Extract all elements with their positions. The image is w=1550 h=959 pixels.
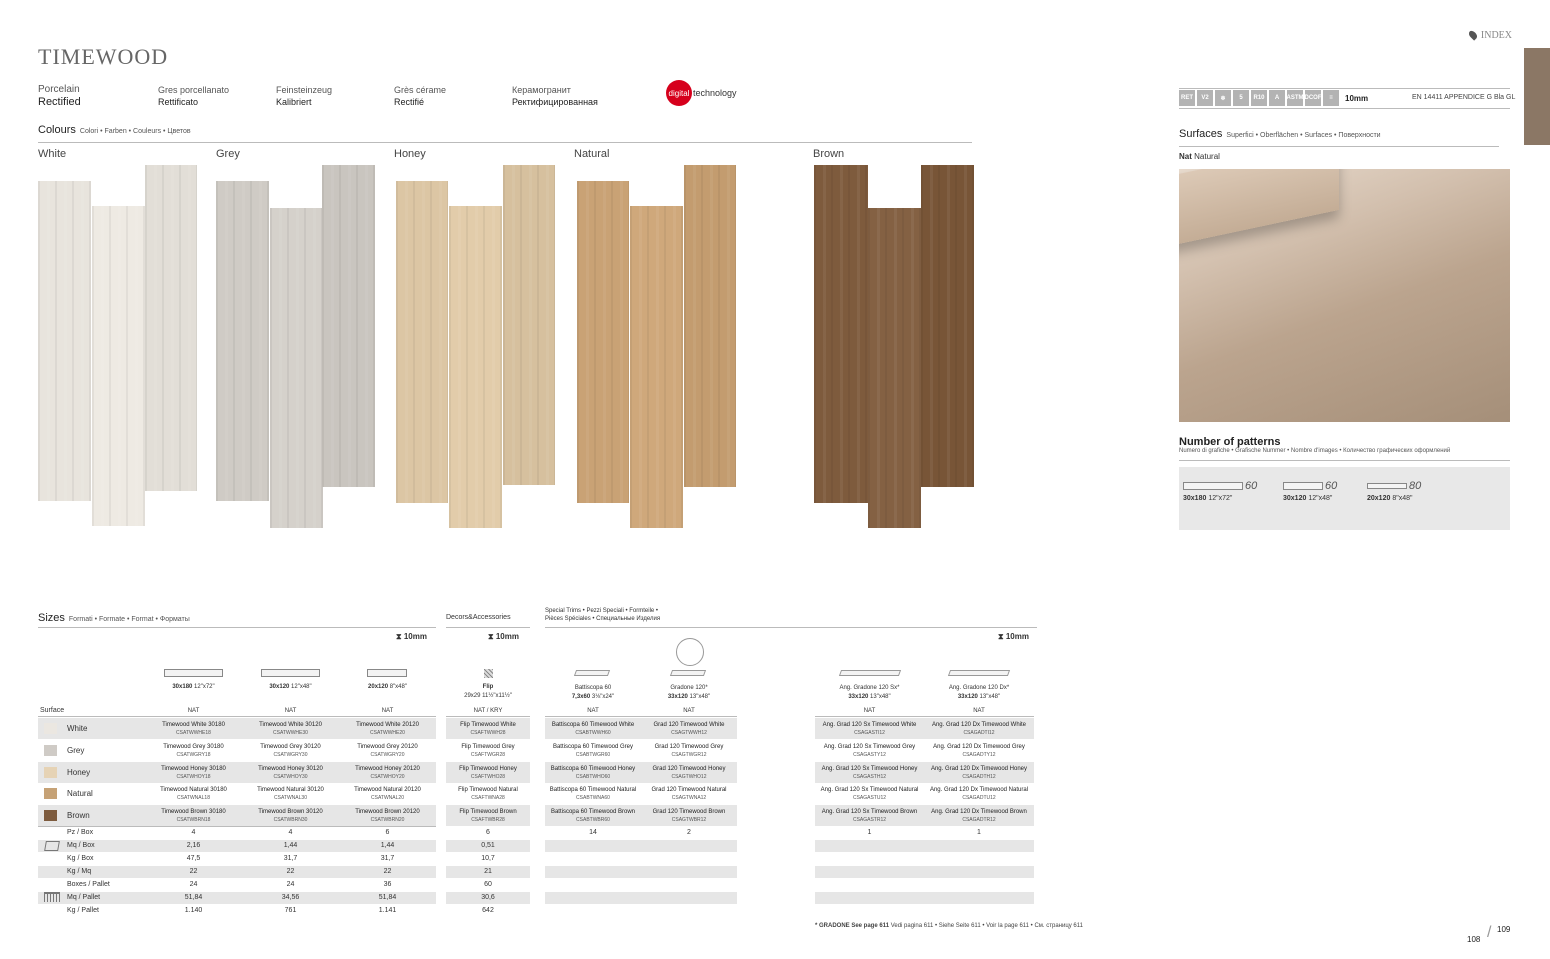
cert-icon-4: R10 — [1251, 90, 1267, 106]
cell-natural-1: Timewood Natural 30120 CSATWNAL30 — [257, 787, 324, 801]
divider — [38, 627, 436, 628]
surface-label: Surface — [40, 707, 65, 714]
divider — [38, 826, 436, 827]
pack-val-4-0: 24 — [189, 881, 198, 888]
cell-trim-3-natural: Ang. Grad 120 Dx Timewood Natural CSAGADTU12 — [929, 787, 1029, 801]
lang-de: Feinsteinzeug Kalibriert — [276, 85, 333, 107]
cell-natural-0: Timewood Natural 30180 CSATWNAL18 — [160, 787, 227, 801]
lang-ru: Керамогранит Ректифицированная — [512, 85, 598, 107]
trim-size-0: 7,3x60 3⅛"x24" — [571, 694, 615, 700]
pattern-20x120: 80 20x120 8"x48" — [1367, 480, 1422, 502]
cell-honey-1: Timewood Honey 30120 CSATWHOY30 — [258, 766, 323, 780]
footnote: * GRADONE See page 611 Vedi pagina 611 • Siehe Seite 611 • Voir la page 611 • См. страницу 611 — [815, 923, 1083, 929]
pack-val-2-0: 47,5 — [186, 855, 201, 862]
cell-trim-3-brown: Ang. Grad 120 Dx Timewood Brown CSAGADTR12 — [931, 809, 1027, 823]
tile-natural-2 — [630, 206, 683, 528]
format-icon-2 — [367, 669, 407, 677]
pack-val-5-0: 51,84 — [184, 894, 203, 901]
cell-trim-2-honey: Ang. Grad 120 Sx Timewood Honey CSAGASTH12 — [821, 766, 918, 780]
swatch-white — [44, 723, 57, 734]
divider — [1179, 108, 1510, 109]
surfaces-heading: Surfaces Superfici • Oberflächen • Surfaces • Поверхности — [1179, 128, 1381, 140]
cell-trim-3-honey: Ang. Grad 120 Dx Timewood Honey CSAGADTH12 — [930, 766, 1028, 780]
pack-shade — [545, 892, 737, 904]
pack-val-6-2: 1.141 — [378, 907, 397, 914]
cert-icon-1: V2 — [1197, 90, 1213, 106]
flip-finish: NAT / KRY — [473, 708, 503, 714]
lang-it: Gres porcellanato Rettificato — [158, 85, 230, 107]
tile-brown-3 — [921, 165, 974, 487]
swatch-grey — [44, 745, 57, 756]
pack-flip-6: 642 — [482, 907, 494, 914]
surface-photo — [1179, 169, 1510, 422]
pack-flip-2: 10,7 — [481, 855, 495, 862]
divider — [446, 716, 530, 717]
row-label-natural: Natural — [67, 789, 93, 798]
pack-val-0-2: 6 — [385, 829, 390, 836]
cell-white-0: Timewood White 30180 CSATWWHE18 — [162, 722, 225, 736]
pack-val-0-1: 4 — [288, 829, 293, 836]
colour-name-honey: Honey — [394, 148, 426, 160]
tile-white-1 — [38, 181, 91, 501]
special-heading: Special Trims • Pezzi Speciali • Formteile • Pièces Spéciales • Специальные Изделия — [545, 608, 661, 622]
pack-val-2-2: 31,7 — [380, 855, 395, 862]
cell-trim-0-honey: Battiscopa 60 Timewood Honey CSABTWHO60 — [550, 766, 636, 780]
format-label-1: 30x120 12"x48" — [269, 684, 312, 690]
cert-icon-0: RET — [1179, 90, 1195, 106]
pack-trim-0: 14 — [589, 829, 597, 836]
pack-val-4-1: 24 — [286, 881, 295, 888]
cell-flip-brown: Flip Timewood Brown CSAFTWBR28 — [459, 809, 517, 823]
pack-flip-5: 30,6 — [481, 894, 495, 901]
pack-val-6-1: 761 — [284, 907, 297, 914]
lang-en: Porcelain Rectified — [38, 84, 81, 108]
trim-icon-2 — [839, 670, 901, 676]
finish-nat-2: NAT — [381, 708, 394, 714]
trim-icon-0 — [574, 670, 610, 676]
cell-trim-2-white: Ang. Grad 120 Sx Timewood White CSAGASTI12 — [822, 722, 917, 736]
tile-white-3 — [145, 165, 197, 491]
pack-trim-2: 1 — [867, 829, 872, 836]
pack-shade — [815, 866, 1034, 878]
pack-label-1: Mq / Box — [67, 842, 95, 849]
tile-honey-3 — [503, 165, 555, 485]
decors-heading: Decors&Accessories — [446, 614, 511, 621]
trim-icon-1 — [670, 670, 706, 676]
pack-val-3-0: 22 — [189, 868, 198, 875]
flip-name: Flip — [482, 684, 494, 690]
tile-brown-1 — [814, 165, 868, 503]
pack-trim-3: 1 — [977, 829, 981, 836]
pack-label-5: Mq / Pallet — [67, 894, 101, 901]
tile-honey-2 — [449, 206, 502, 528]
tile-honey-1 — [396, 181, 448, 503]
finish-nat-0: NAT — [187, 708, 200, 714]
colour-name-white: White — [38, 148, 67, 160]
pack-val-0-0: 4 — [191, 829, 196, 836]
trim-finish-3: NAT — [973, 708, 985, 714]
sizes-thickness: ⧗ 10mm — [396, 632, 427, 641]
cert-icon-3: 5 — [1233, 90, 1249, 106]
pack-val-1-1: 1,44 — [283, 842, 298, 849]
lang-fr: Grès cérame Rectifié — [394, 85, 447, 107]
cert-icon-7: DCOF — [1305, 90, 1321, 106]
flip-size: 29x29 11½"x11½" — [464, 693, 512, 699]
divider — [1179, 146, 1499, 147]
surface-finish: Nat Natural — [1179, 152, 1220, 161]
trim-icon-3 — [948, 670, 1010, 676]
format-icon-0 — [164, 669, 223, 677]
trim-name-1: Gradone 120* — [670, 685, 708, 691]
cell-trim-1-natural: Grad 120 Timewood Natural CSAGTWNA12 — [651, 787, 727, 801]
cell-trim-3-white: Ang. Grad 120 Dx Timewood White CSAGADTI12 — [931, 722, 1027, 736]
divider — [545, 716, 737, 717]
pack-val-3-2: 22 — [383, 868, 392, 875]
decors-thickness: ⧗ 10mm — [488, 632, 519, 641]
cell-trim-1-brown: Grad 120 Timewood Brown CSAGTWBR12 — [652, 809, 726, 823]
trim-size-2: 33x120 13"x48" — [848, 694, 891, 700]
cert-icon-2: ❄ — [1215, 90, 1231, 106]
cell-trim-2-brown: Ang. Grad 120 Sx Timewood Brown CSAGASTR12 — [821, 809, 918, 823]
cell-flip-honey: Flip Timewood Honey CSAFTWHO28 — [459, 766, 517, 780]
pack-val-5-1: 34,56 — [281, 894, 300, 901]
finish-nat-1: NAT — [284, 708, 297, 714]
pack-flip-1: 0,51 — [481, 842, 495, 849]
swatch-honey — [44, 767, 57, 778]
divider — [815, 716, 1034, 717]
cell-honey-2: Timewood Honey 20120 CSATWHOY20 — [355, 766, 420, 780]
trim-name-3: Ang. Gradone 120 Dx* — [948, 685, 1010, 691]
side-tab — [1524, 48, 1550, 145]
cell-natural-2: Timewood Natural 20120 CSATWNAL20 — [354, 787, 421, 801]
gradone-detail-icon — [676, 638, 704, 666]
cell-trim-0-natural: Battiscopa 60 Timewood Natural CSABTWNA60 — [549, 787, 637, 801]
divider — [446, 627, 530, 628]
index-link[interactable] — [1469, 29, 1512, 41]
trim-finish-2: NAT — [863, 708, 876, 714]
tile-grey-3 — [322, 165, 375, 487]
pack-val-2-1: 31,7 — [283, 855, 298, 862]
divider — [1179, 460, 1510, 461]
thickness-label: 10mm — [1345, 93, 1369, 103]
colour-name-grey: Grey — [216, 148, 240, 160]
pack-shade — [815, 840, 1034, 852]
pattern-30x180: 60 30x180 12"x72" — [1183, 480, 1258, 502]
pack-shade — [545, 840, 737, 852]
cell-grey-0: Timewood Grey 30180 CSATWGRY18 — [163, 744, 224, 758]
pack-val-3-1: 22 — [286, 868, 295, 875]
cell-grey-2: Timewood Grey 20120 CSATWGRY20 — [357, 744, 418, 758]
tile-grey-1 — [216, 181, 269, 501]
trim-name-2: Ang. Gradone 120 Sx* — [839, 685, 900, 691]
divider — [1179, 88, 1510, 89]
cell-brown-1: Timewood Brown 30120 CSATWBRN30 — [258, 809, 323, 823]
format-label-0: 30x180 12"x72" — [172, 684, 215, 690]
page-number-right: 109 — [1497, 925, 1511, 934]
format-icon-1 — [261, 669, 320, 677]
tile-white-2 — [92, 206, 145, 526]
cert-icon-5: A — [1269, 90, 1285, 106]
colour-name-brown: Brown — [813, 148, 845, 160]
pin-icon — [1467, 29, 1478, 40]
tile-grey-2 — [270, 208, 323, 528]
colour-name-natural: Natural — [574, 148, 610, 160]
pack-label-6: Kg / Pallet — [67, 907, 99, 914]
cell-trim-1-grey: Grad 120 Timewood Grey CSAGTWGR12 — [654, 744, 724, 758]
swatch-brown — [44, 810, 57, 821]
cell-flip-grey: Flip Timewood Grey CSAFTWGR28 — [461, 744, 515, 758]
pack-val-1-2: 1,44 — [380, 842, 395, 849]
swatch-natural — [44, 788, 57, 799]
pack-label-0: Pz / Box — [67, 829, 94, 836]
norm-label: EN 14411 APPENDICE G Bla GL — [1412, 94, 1516, 101]
special-thickness: ⧗ 10mm — [998, 632, 1029, 641]
cell-grey-1: Timewood Grey 30120 CSATWGRY30 — [260, 744, 321, 758]
pallet-icon — [44, 892, 60, 902]
page-title: TIMEWOOD — [38, 44, 169, 69]
row-label-grey: Grey — [67, 746, 85, 755]
row-label-brown: Brown — [67, 811, 90, 820]
flip-icon — [484, 669, 493, 678]
pack-label-3: Kg / Mq — [67, 868, 92, 875]
certification-icons — [1179, 90, 1368, 106]
pack-flip-3: 21 — [484, 868, 492, 875]
pack-val-6-0: 1.140 — [184, 907, 203, 914]
pack-label-2: Kg / Box — [67, 855, 94, 862]
cell-trim-1-white: Grad 120 Timewood White CSAGTWWH12 — [653, 722, 725, 736]
index-label: INDEX — [1480, 29, 1512, 41]
cell-trim-2-natural: Ang. Grad 120 Sx Timewood Natural CSAGASTU12 — [820, 787, 919, 801]
cell-trim-3-grey: Ang. Grad 120 Dx Timewood Grey CSAGADTY12 — [933, 744, 1025, 758]
tile-natural-3 — [684, 165, 736, 487]
cert-icon-6: ASTM — [1287, 90, 1303, 106]
divider — [545, 627, 1037, 628]
pack-shade — [545, 866, 737, 878]
pack-shade — [815, 892, 1034, 904]
pack-label-4: Boxes / Pallet — [67, 881, 110, 888]
patterns-subheading: Numero di grafiche • Grafische Nummer • Nombre d'images • Количество графических оформлений — [1179, 448, 1451, 454]
cell-trim-0-grey: Battiscopa 60 Timewood Grey CSABTWGR60 — [552, 744, 634, 758]
cell-flip-natural: Flip Timewood Natural CSAFTWNA28 — [458, 787, 518, 801]
patterns-heading: Number of patterns — [1179, 436, 1281, 448]
cell-trim-1-honey: Grad 120 Timewood Honey CSAGTWHO12 — [652, 766, 726, 780]
cell-honey-0: Timewood Honey 30180 CSATWHOY18 — [161, 766, 226, 780]
pack-flip-4: 60 — [484, 881, 492, 888]
trim-name-0: Battiscopa 60 — [574, 685, 612, 691]
cert-icon-8: ≡ — [1323, 90, 1339, 106]
box-icon — [44, 841, 60, 851]
pack-val-4-2: 36 — [383, 881, 392, 888]
pack-val-5-2: 51,84 — [378, 894, 397, 901]
page-separator: / — [1487, 924, 1492, 941]
digital-technology-logo: digital technology — [666, 80, 737, 106]
cell-brown-0: Timewood Brown 30180 CSATWBRN18 — [161, 809, 226, 823]
pack-trim-1: 2 — [687, 829, 691, 836]
trim-finish-0: NAT — [587, 708, 599, 714]
pattern-30x120: 60 30x120 12"x48" — [1283, 480, 1338, 502]
row-label-white: White — [67, 724, 88, 733]
tile-natural-1 — [577, 181, 629, 503]
trim-finish-1: NAT — [683, 708, 695, 714]
cell-white-2: Timewood White 20120 CSATWWHE20 — [356, 722, 419, 736]
pack-val-1-0: 2,16 — [186, 842, 201, 849]
cell-flip-white: Flip Timewood White CSAFTWWH28 — [460, 722, 516, 736]
sizes-heading: Sizes Formati • Formate • Format • Форматы — [38, 612, 190, 624]
cell-trim-2-grey: Ang. Grad 120 Sx Timewood Grey CSAGASTY12 — [823, 744, 916, 758]
cell-trim-0-brown: Battiscopa 60 Timewood Brown CSABTWBR60 — [550, 809, 636, 823]
cell-brown-2: Timewood Brown 20120 CSATWBRN20 — [355, 809, 420, 823]
trim-size-3: 33x120 13"x48" — [957, 694, 1001, 700]
patterns-panel — [1179, 467, 1510, 530]
trim-size-1: 33x120 13"x48" — [667, 694, 711, 700]
cell-white-1: Timewood White 30120 CSATWWHE30 — [259, 722, 322, 736]
tile-brown-2 — [868, 208, 921, 528]
divider — [38, 142, 972, 143]
row-label-honey: Honey — [67, 768, 91, 777]
format-label-2: 20x120 8"x48" — [368, 684, 407, 690]
pack-flip-0: 6 — [486, 829, 490, 836]
page-number-left: 108 — [1467, 935, 1481, 944]
cell-trim-0-white: Battiscopa 60 Timewood White CSABTWWH60 — [551, 722, 635, 736]
colours-heading: Colours Colori • Farben • Couleurs • Цветов — [38, 124, 191, 136]
divider — [38, 716, 436, 717]
